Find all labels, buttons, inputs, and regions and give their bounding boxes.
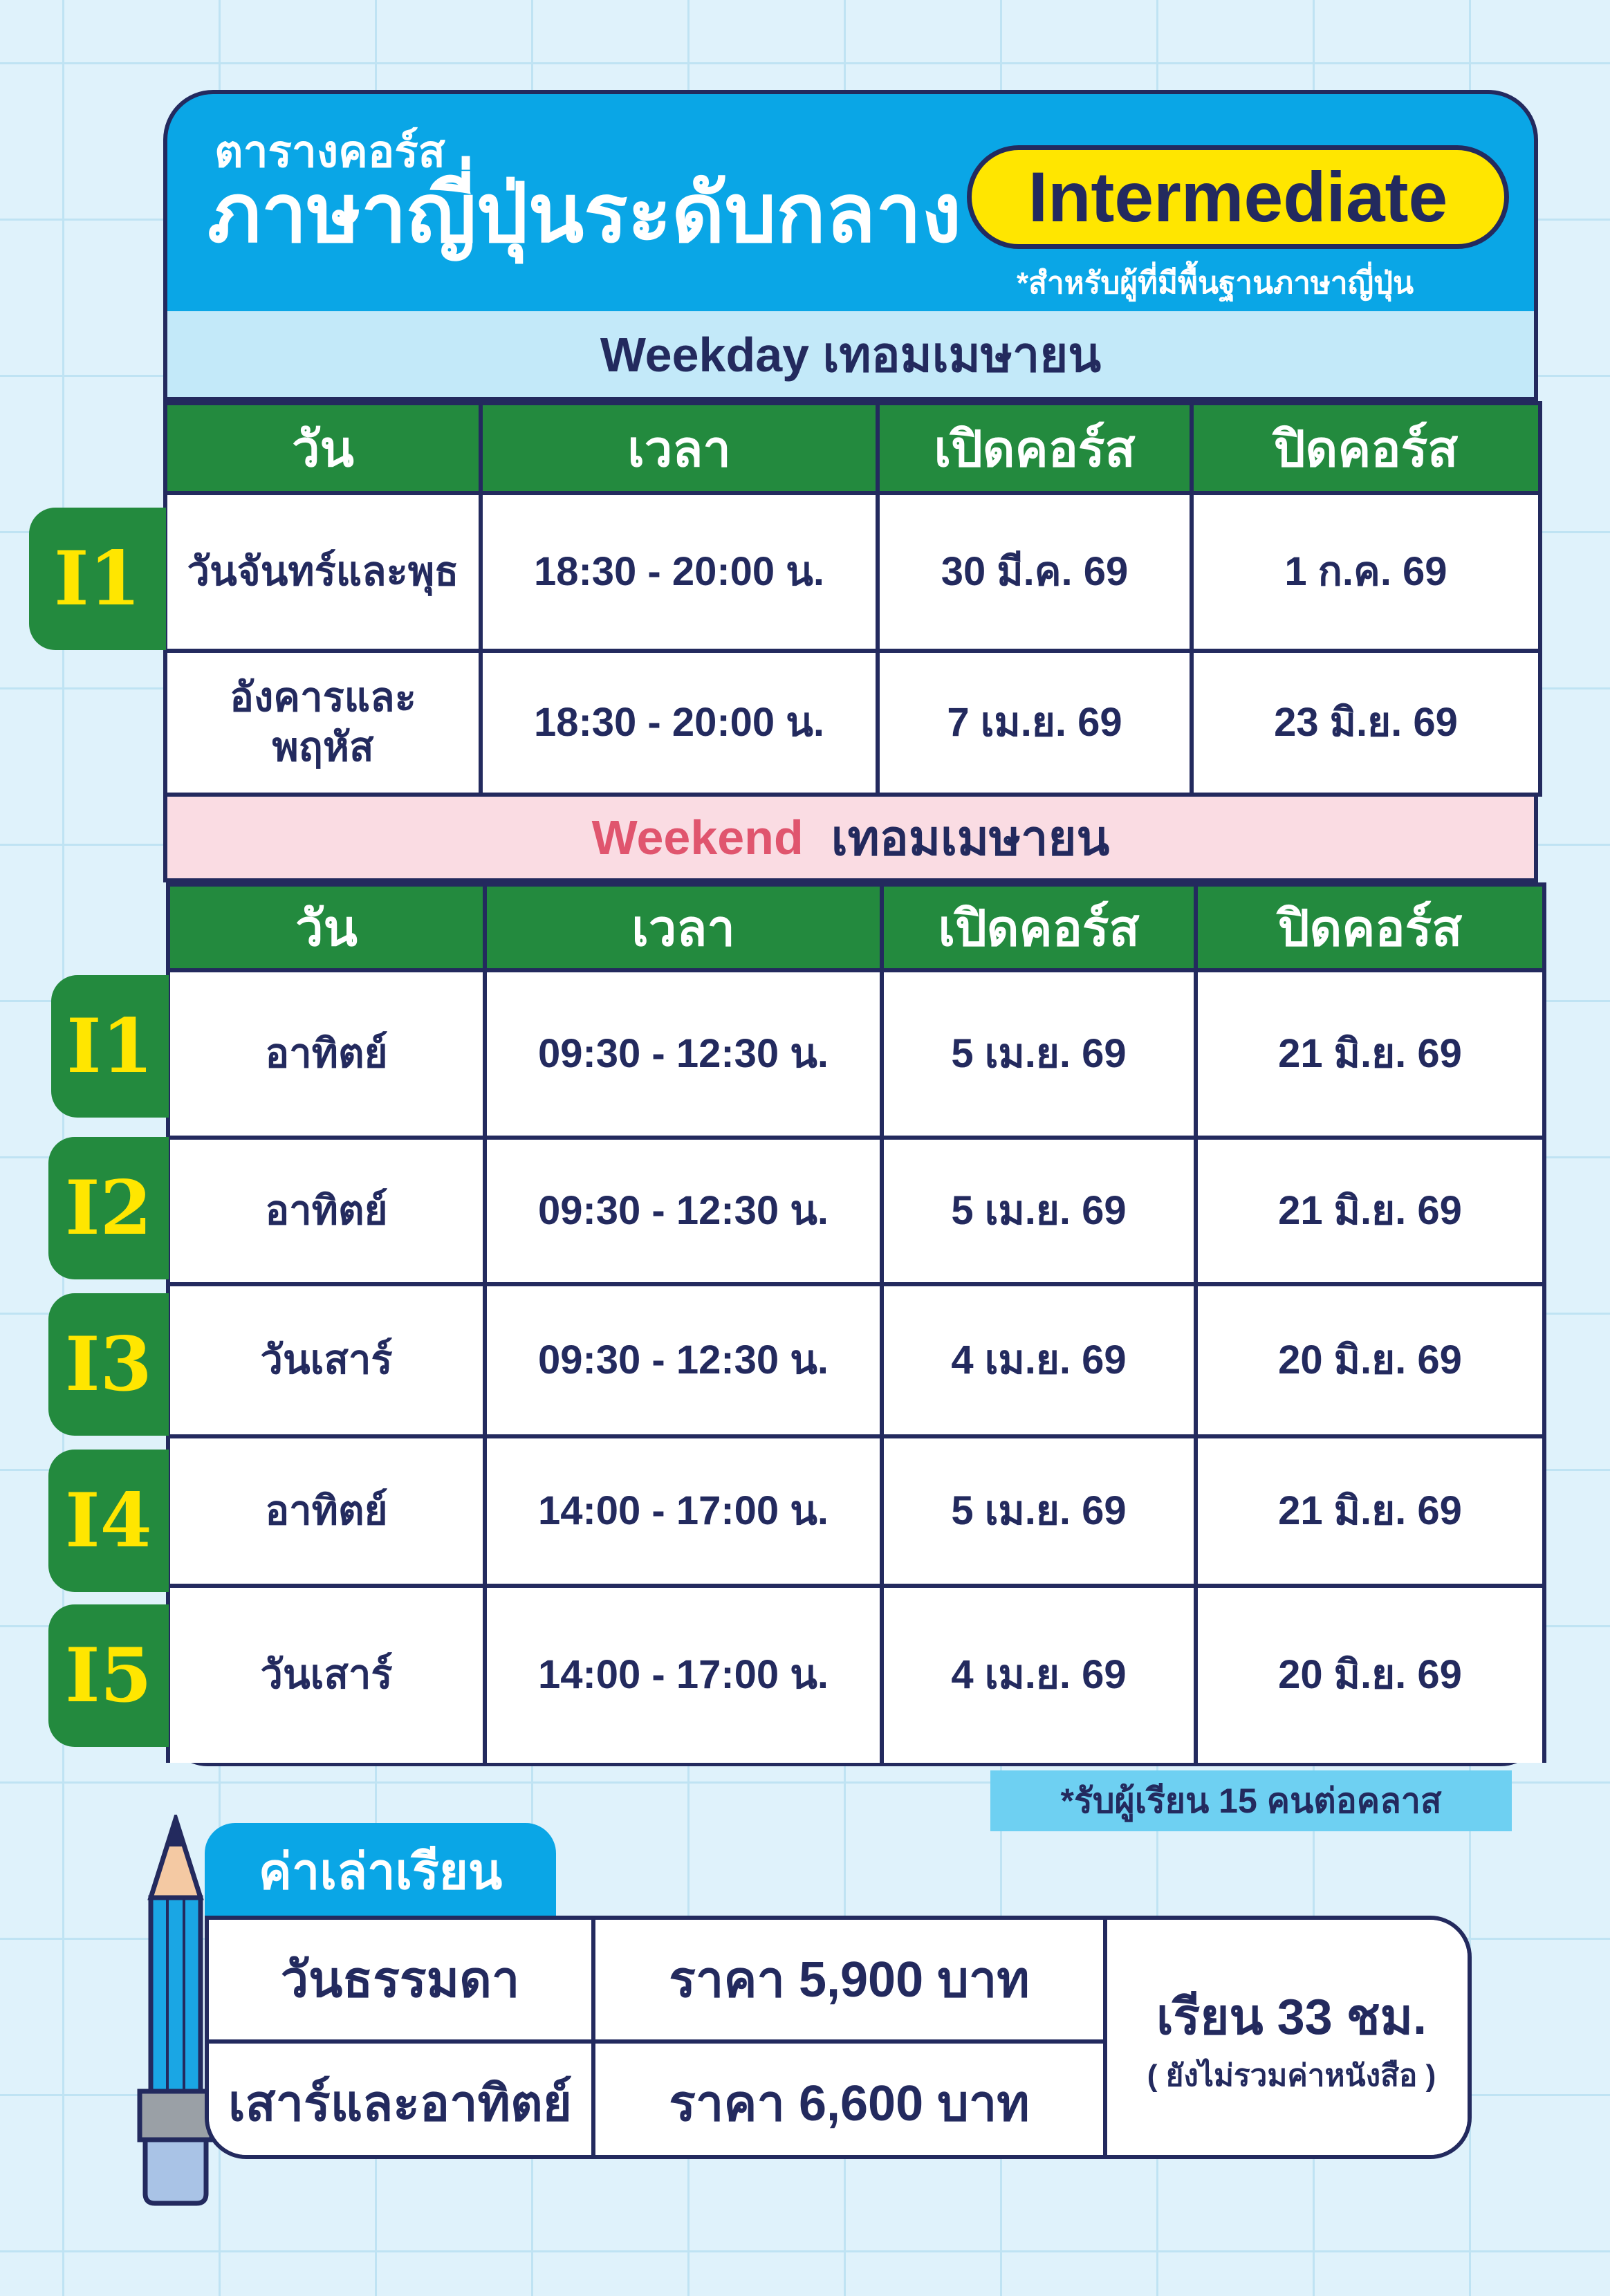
cell-time: 18:30 - 20:00 น. bbox=[481, 493, 878, 651]
tuition-price-weekend: ราคา 6,600 บาท bbox=[593, 2042, 1105, 2159]
capacity-note: *รับผู้เรียน 15 คนต่อคลาส bbox=[990, 1770, 1512, 1831]
cell-close-date: 20 มิ.ย. 69 bbox=[1196, 1284, 1544, 1436]
cell-close-date: 1 ก.ค. 69 bbox=[1192, 493, 1540, 651]
column-header-time: เวลา bbox=[485, 885, 882, 970]
weekend-label: Weekend bbox=[591, 811, 804, 864]
course-tab-i4: I4 bbox=[48, 1450, 169, 1592]
column-header-close: ปิดคอร์ส bbox=[1192, 403, 1540, 493]
weekday-schedule-table bbox=[163, 401, 1542, 797]
cell-open-date: 5 เม.ย. 69 bbox=[882, 1436, 1196, 1586]
cell-open-date: 4 เม.ย. 69 bbox=[882, 1284, 1196, 1436]
column-header-open: เปิดคอร์ส bbox=[882, 885, 1196, 970]
page-title: ภาษาญี่ปุ่นระดับกลาง bbox=[207, 168, 962, 259]
table-row bbox=[168, 1586, 1544, 1763]
cell-open-date: 7 เม.ย. 69 bbox=[878, 651, 1192, 795]
table-row bbox=[168, 1436, 1544, 1586]
column-header-close: ปิดคอร์ส bbox=[1196, 885, 1544, 970]
course-tab-i5: I5 bbox=[48, 1604, 169, 1747]
cell-close-date: 21 มิ.ย. 69 bbox=[1196, 1436, 1544, 1586]
tuition-label-weekend: เสาร์และอาทิตย์ bbox=[209, 2042, 593, 2159]
table-row bbox=[165, 651, 1540, 795]
cell-day: วันเสาร์ bbox=[168, 1586, 485, 1763]
cell-day: วันจันทร์และพุธ bbox=[165, 493, 481, 651]
cell-close-date: 21 มิ.ย. 69 bbox=[1196, 1138, 1544, 1284]
course-tab-i3: I3 bbox=[48, 1293, 169, 1436]
cell-open-date: 4 เม.ย. 69 bbox=[882, 1586, 1196, 1763]
tuition-title: ค่าเล่าเรียน bbox=[205, 1823, 556, 1918]
table-row bbox=[165, 493, 1540, 651]
table-row bbox=[168, 970, 1544, 1138]
column-header-open: เปิดคอร์ส bbox=[878, 403, 1192, 493]
cell-close-date: 20 มิ.ย. 69 bbox=[1196, 1586, 1544, 1763]
cell-open-date: 5 เม.ย. 69 bbox=[882, 970, 1196, 1138]
table-row bbox=[209, 1920, 1472, 2042]
cell-time: 09:30 - 12:30 น. bbox=[485, 970, 882, 1138]
column-header-time: เวลา bbox=[481, 403, 878, 493]
cell-open-date: 5 เม.ย. 69 bbox=[882, 1138, 1196, 1284]
cell-time: 14:00 - 17:00 น. bbox=[485, 1586, 882, 1763]
tuition-hours-cell bbox=[1105, 1920, 1472, 2159]
cell-close-date: 21 มิ.ย. 69 bbox=[1196, 970, 1544, 1138]
table-row bbox=[168, 1138, 1544, 1284]
cell-time: 09:30 - 12:30 น. bbox=[485, 1284, 882, 1436]
course-tab-i2: I2 bbox=[48, 1137, 169, 1279]
weekday-section-title: Weekday เทอมเมษายน bbox=[163, 311, 1538, 401]
table-row bbox=[168, 1284, 1544, 1436]
cell-day: วันเสาร์ bbox=[168, 1284, 485, 1436]
header-small-title: ตารางคอร์ส bbox=[214, 127, 445, 176]
pencil-icon bbox=[136, 1815, 216, 2207]
cell-day: อาทิตย์ bbox=[168, 1138, 485, 1284]
cell-time: 18:30 - 20:00 น. bbox=[481, 651, 878, 795]
cell-day: อาทิตย์ bbox=[168, 1436, 485, 1586]
cell-close-date: 23 มิ.ย. 69 bbox=[1192, 651, 1540, 795]
column-header-day: วัน bbox=[165, 403, 481, 493]
cell-time: 14:00 - 17:00 น. bbox=[485, 1436, 882, 1586]
tuition-label-weekday: วันธรรมดา bbox=[209, 1920, 593, 2042]
tuition-price-weekday: ราคา 5,900 บาท bbox=[593, 1920, 1105, 2042]
header-note: *สำหรับผู้ที่มีพื้นฐานภาษาญี่ปุ่น bbox=[1017, 266, 1414, 300]
level-badge: Intermediate bbox=[967, 145, 1509, 249]
weekend-term-label: เทอมเมษายน bbox=[831, 811, 1110, 865]
cell-time: 09:30 - 12:30 น. bbox=[485, 1138, 882, 1284]
course-tab-i1: I1 bbox=[51, 975, 169, 1118]
cell-day: อาทิตย์ bbox=[168, 970, 485, 1138]
weekend-schedule-table bbox=[166, 882, 1546, 1763]
weekend-section-title bbox=[163, 793, 1538, 882]
cell-open-date: 30 มี.ค. 69 bbox=[878, 493, 1192, 651]
cell-day: อังคารและ พฤหัส bbox=[165, 651, 481, 795]
column-header-day: วัน bbox=[168, 885, 485, 970]
tuition-hours-note: ( ยังไม่รวมค่าหนังสือ ) bbox=[1147, 2059, 1436, 2093]
tuition-table bbox=[205, 1916, 1472, 2159]
tuition-hours: เรียน 33 ชม. bbox=[1156, 1990, 1427, 2045]
course-tab-weekday-i1: I1 bbox=[29, 508, 166, 650]
